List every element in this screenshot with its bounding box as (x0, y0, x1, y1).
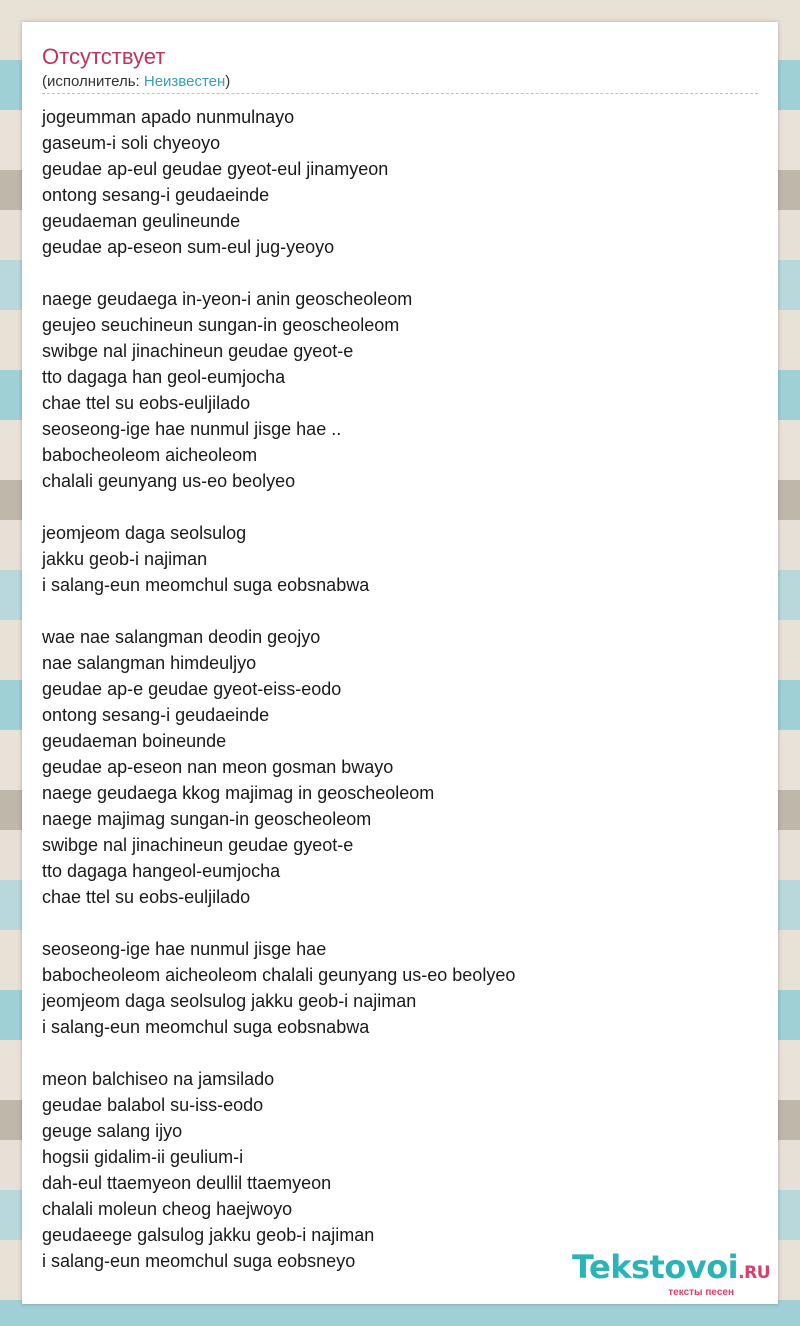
artist-link[interactable]: Неизвестен (143, 73, 226, 90)
lyric-line: wae nae salangman deodin geojyo (42, 627, 321, 647)
lyric-line: hogsii gidalim-ii geulium-i (42, 1147, 244, 1167)
lyric-line: geudaeman geulineunde (42, 211, 241, 231)
lyric-line: chalali moleun cheog haejwoyo (42, 1199, 293, 1219)
lyric-line: i salang-eun meomchul suga eobsneyo (42, 1251, 356, 1271)
lyric-line: babocheoleom aicheoleom (42, 445, 258, 465)
lyric-line: geudaeman boineunde (42, 731, 227, 751)
lyric-line: naege geudaega kkog majimag in geoscheoleom (42, 783, 435, 803)
lyric-line: tto dagaga han geol-eumjocha (42, 367, 286, 387)
artist-prefix: (исполнитель: (42, 73, 144, 90)
lyric-line: seoseong-ige hae nunmul jisge hae (42, 939, 327, 959)
lyric-line: swibge nal jinachineun geudae gyeot-e (42, 835, 354, 855)
lyrics-text (42, 104, 758, 1274)
artist-suffix: ) (225, 73, 231, 90)
lyric-line: swibge nal jinachineun geudae gyeot-e (42, 341, 354, 361)
stanza-gap (42, 598, 758, 624)
lyric-line: geudae balabol su-iss-eodo (42, 1095, 264, 1115)
logo-name: Tekstovoi (571, 1248, 739, 1286)
lyric-line: babocheoleom aicheoleom chalali geunyang us-eo beolyeo (42, 965, 516, 985)
lyric-line: tto dagaga hangeol-eumjocha (42, 861, 281, 881)
lyric-line: jeomjeom daga seolsulog (42, 523, 247, 543)
lyric-line: seoseong-ige hae nunmul jisge hae .. (42, 419, 342, 439)
lyric-line: naege geudaega in-yeon-i anin geoscheoleom (42, 289, 413, 309)
lyric-line: i salang-eun meomchul suga eobsnabwa (42, 575, 370, 595)
lyric-line: geudae ap-e geudae gyeot-eiss-eodo (42, 679, 342, 699)
lyric-line: geudaeege galsulog jakku geob-i najiman (42, 1225, 375, 1245)
lyric-line: dah-eul ttaemyeon deullil ttaemyeon (42, 1173, 332, 1193)
lyric-line: ontong sesang-i geudaeinde (42, 185, 270, 205)
lyric-line: ontong sesang-i geudaeinde (42, 705, 270, 725)
lyric-line: geudae ap-eseon sum-eul jug-yeoyo (42, 237, 335, 257)
stanza-gap (42, 494, 758, 520)
stanza-gap (42, 260, 758, 286)
artist-line (42, 73, 230, 91)
lyric-line: jogeumman apado nunmulnayo (42, 107, 295, 127)
lyric-line: geudae ap-eul geudae gyeot-eul jinamyeon (42, 159, 389, 179)
lyric-line: gaseum-i soli chyeoyo (42, 133, 221, 153)
lyric-line: chae ttel su eobs-euljilado (42, 887, 251, 907)
lyric-line: geudae ap-eseon nan meon gosman bwayo (42, 757, 394, 777)
lyrics-card (22, 22, 778, 1304)
lyric-line: chae ttel su eobs-euljilado (42, 393, 251, 413)
lyric-line: geuge salang ijyo (42, 1121, 183, 1141)
logo-tld: .RU (738, 1263, 770, 1283)
stanza-gap (42, 1040, 758, 1066)
lyric-line: jakku geob-i najiman (42, 549, 208, 569)
divider (42, 93, 758, 94)
lyric-line: jeomjeom daga seolsulog jakku geob-i najiman (42, 991, 417, 1011)
song-title: Отсутствует (42, 44, 166, 69)
lyric-line: meon balchiseo na jamsilado (42, 1069, 275, 1089)
logo-tagline: тексты песен (668, 1287, 734, 1298)
lyric-line: chalali geunyang us-eo beolyeo (42, 471, 296, 491)
site-logo[interactable] (572, 1250, 770, 1298)
lyric-line: geujeo seuchineun sungan-in geoscheoleom (42, 315, 400, 335)
stanza-gap (42, 910, 758, 936)
lyric-line: i salang-eun meomchul suga eobsnabwa (42, 1017, 370, 1037)
lyric-line: naege majimag sungan-in geoscheoleom (42, 809, 372, 829)
lyric-line: nae salangman himdeuljyo (42, 653, 257, 673)
